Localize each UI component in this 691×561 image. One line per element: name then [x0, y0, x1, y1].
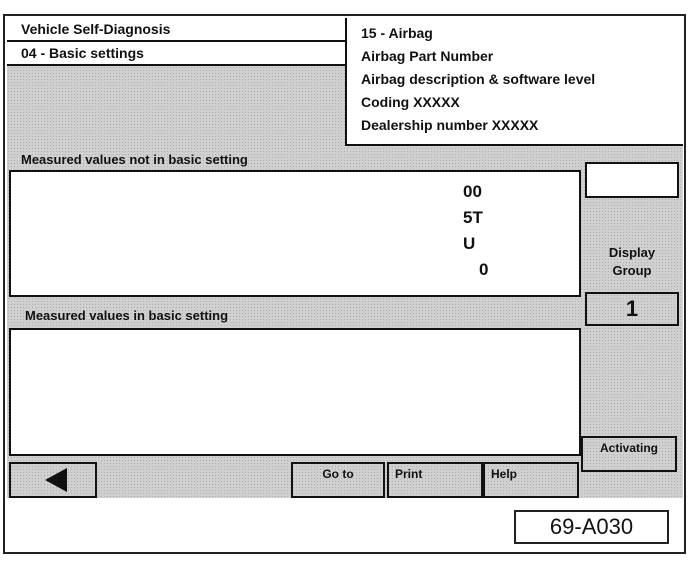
goto-button[interactable]: Go to — [291, 462, 385, 498]
values-not-basic-panel — [9, 170, 581, 297]
display-group-line2: Group — [612, 263, 652, 278]
display-group-line1: Display — [608, 245, 656, 260]
measured-value-2: 5T — [463, 208, 483, 227]
diagnosis-screen — [7, 18, 683, 498]
values-basic-panel — [9, 328, 581, 456]
display-group-label — [585, 244, 679, 292]
help-button[interactable]: Help — [483, 462, 579, 498]
figure-frame — [3, 14, 686, 554]
blank-side-button[interactable] — [585, 162, 679, 198]
function-mode: 04 - Basic settings — [7, 42, 345, 66]
dealership-number: Dealership number XXXXX — [361, 117, 539, 133]
part-number: Airbag Part Number — [361, 48, 494, 64]
section-label-basic: Measured values in basic setting — [25, 308, 229, 323]
header-right-panel — [347, 18, 683, 146]
app-title: Vehicle Self-Diagnosis — [7, 18, 345, 42]
measured-value-4: 0 — [479, 260, 489, 279]
coding-value: Coding XXXXX — [361, 94, 460, 110]
left-arrow-icon — [11, 464, 99, 496]
back-button[interactable] — [9, 462, 97, 498]
system-name: 15 - Airbag — [361, 25, 433, 41]
section-label-not-basic: Measured values not in basic setting — [21, 152, 248, 167]
activating-button[interactable]: Activating — [581, 436, 677, 472]
measured-value-1: 00 — [463, 182, 482, 201]
figure-code-label: 69-A030 — [514, 510, 669, 544]
measured-value-3: U — [463, 234, 476, 253]
component-description: Airbag description & software level — [361, 71, 596, 87]
print-button[interactable]: Print — [387, 462, 483, 498]
header-left-panel — [7, 18, 347, 146]
display-group-number[interactable]: 1 — [585, 292, 679, 326]
